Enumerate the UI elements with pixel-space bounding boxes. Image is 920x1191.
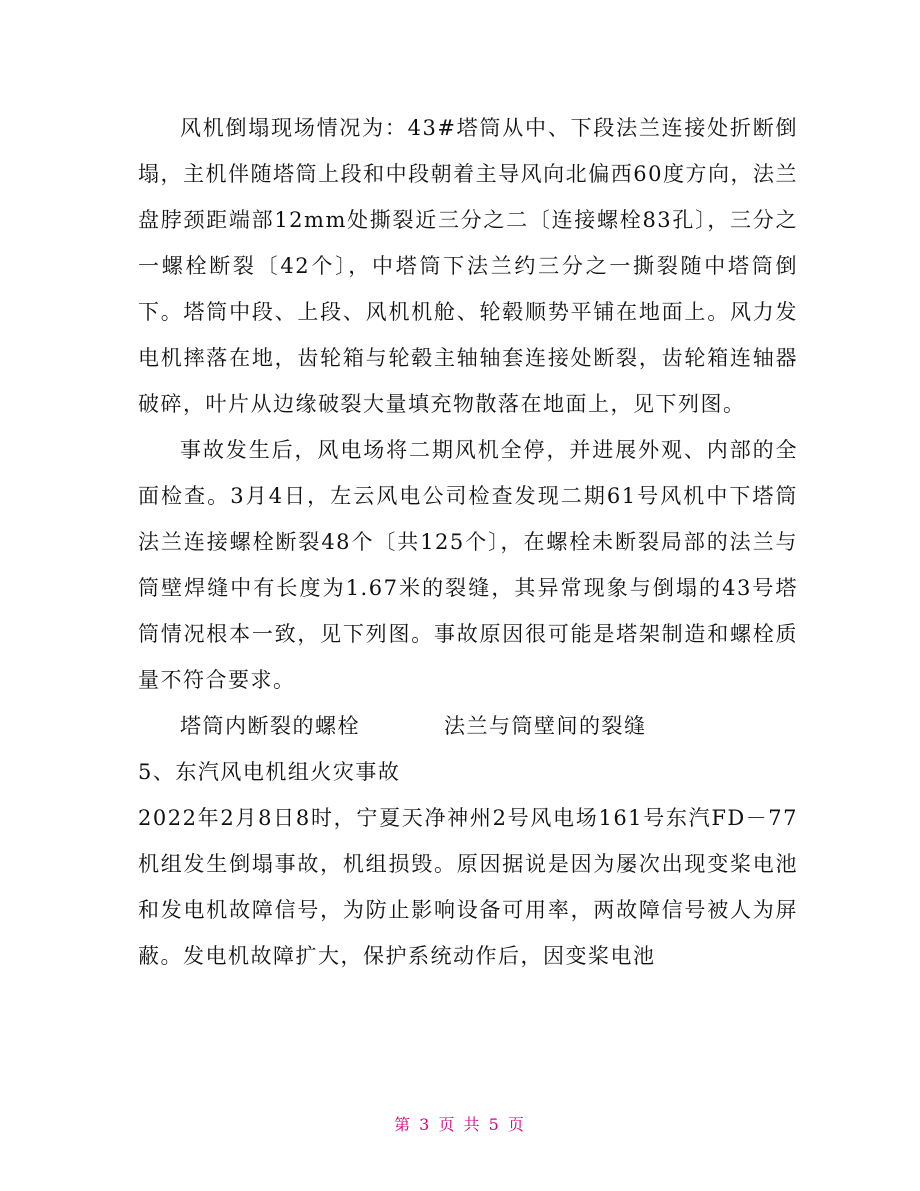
paragraph-collapse-scene: 风机倒塌现场情况为：43#塔筒从中、下段法兰连接处折断倒塌，主机伴随塔筒上段和中段朝着主导风向北偏西60度方向，法兰盘脖颈距端部12mm处撕裂近三分之二〔连接螺栓83孔〕，三分之一螺栓断裂〔42个〕，中塔筒下法兰约三分之一撕裂随中塔筒倒下。塔筒中段、上段、风机机舱、轮毂顺势平铺在地面上。风力发电机摔落在地，齿轮箱与轮毂主轴轴套连接处断裂，齿轮箱连轴器破碎，叶片从边缘破裂大量填充物散落在地面上，见下列图。 [138, 116, 798, 416]
caption-flange-crack: 法兰与筒壁间的裂缝 [444, 714, 647, 738]
section-heading: 5、东汽风电机组火灾事故 [138, 760, 401, 784]
document-body [138, 105, 798, 979]
paragraph-inspection: 事故发生后，风电场将二期风机全停，并进展外观、内部的全面检查。3月4日，左云风电公司检查发现二期61号风机中下塔筒法兰连接螺栓断裂48个〔共125个〕，在螺栓未断裂局部的法兰与筒壁焊缝中有长度为1.67米的裂缝，其异常现象与倒塌的43号塔筒情况根本一致，见下列图。事故原因很可能是塔架制造和螺栓质量不符合要求。 [138, 438, 798, 692]
figure-captions [138, 703, 798, 749]
page-number-footer: 第 3 页 共 5 页 [394, 1115, 526, 1134]
paragraph-fire-accident: 2022年2月8日8时，宁夏天净神州2号风电场161号东汽FD－77机组发生倒塌事故，机组损毁。原因据说是因为屡次出现变桨电池和发电机故障信号，为防止影响设备可用率，两故障信号被人为屏蔽。发电机故障扩大，保护系统动作后，因变桨电池 [138, 806, 798, 968]
caption-broken-bolts: 塔筒内断裂的螺栓 [180, 714, 360, 738]
